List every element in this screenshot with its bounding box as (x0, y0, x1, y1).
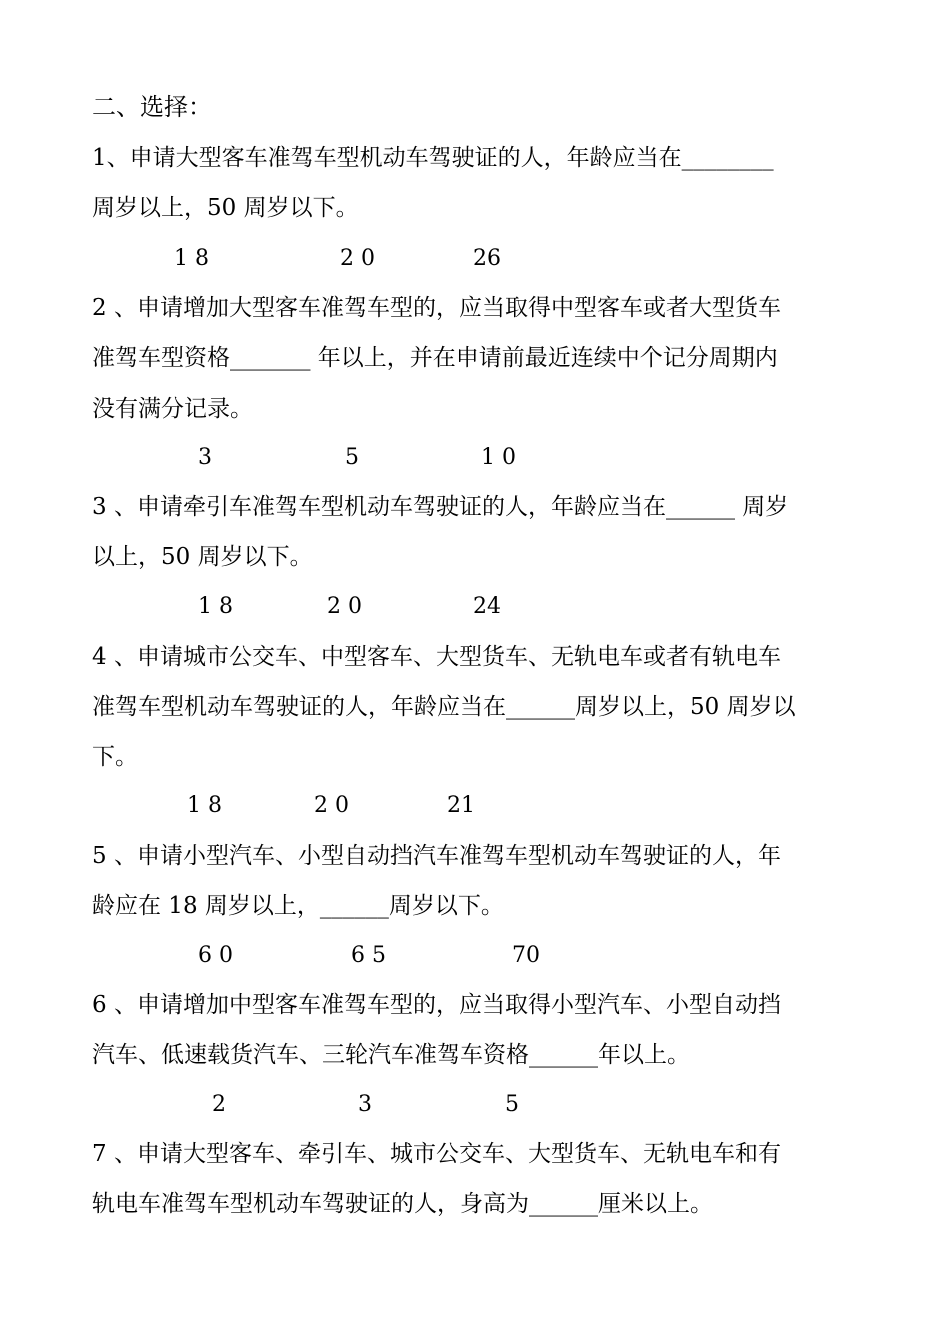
question-1-line-2: 周岁以上，50 周岁以下。 (92, 195, 359, 221)
question-2-line-2: 准驾车型资格_______ 年以上，并在申请前最近连续中个记分周期内 (92, 345, 778, 371)
question-2-option-b: 5 (345, 445, 359, 470)
question-4-option-a: 1 8 (187, 793, 222, 818)
question-4-line-1: 4 、申请城市公交车、中型客车、大型货车、无轨电车或者有轨电车 (92, 644, 781, 670)
question-6-option-c: 5 (505, 1092, 519, 1117)
question-4-line-2: 准驾车型机动车驾驶证的人，年龄应当在______周岁以上，50 周岁以 (92, 694, 796, 720)
question-4-option-c: 21 (447, 793, 475, 818)
question-3-option-c: 24 (473, 594, 501, 619)
question-6-line-2: 汽车、低速载货汽车、三轮汽车准驾车资格______年以上。 (92, 1042, 690, 1068)
question-2-option-c: 1 0 (481, 445, 516, 470)
question-4-option-b: 2 0 (314, 793, 349, 818)
question-1-line-1: 1、申请大型客车准驾车型机动车驾驶证的人，年龄应当在________ (92, 145, 774, 171)
question-5-line-1: 5 、申请小型汽车、小型自动挡汽车准驾车型机动车驾驶证的人，年 (92, 843, 781, 869)
question-1-option-a: 1 8 (174, 246, 209, 271)
question-6-option-b: 3 (358, 1092, 372, 1117)
question-3-option-b: 2 0 (327, 594, 362, 619)
question-5-option-a: 6 0 (198, 943, 233, 968)
question-6-line-1: 6 、申请增加中型客车准驾车型的，应当取得小型汽车、小型自动挡 (92, 992, 781, 1018)
question-2-option-a: 3 (198, 445, 212, 470)
question-1-option-b: 2 0 (340, 246, 375, 271)
question-6-option-a: 2 (212, 1092, 226, 1117)
question-1-option-c: 26 (473, 246, 501, 271)
question-3-line-1: 3 、申请牵引车准驾车型机动车驾驶证的人，年龄应当在______ 周岁 (92, 494, 789, 520)
question-3-line-2: 以上，50 周岁以下。 (92, 544, 313, 570)
question-7-line-1: 7 、申请大型客车、牵引车、城市公交车、大型货车、无轨电车和有 (92, 1141, 781, 1167)
question-2-line-1: 2 、申请增加大型客车准驾车型的，应当取得中型客车或者大型货车 (92, 295, 781, 321)
question-5-option-c: 70 (512, 943, 540, 968)
question-5-line-2: 龄应在 18 周岁以上，______周岁以下。 (92, 893, 504, 919)
question-5-option-b: 6 5 (351, 943, 386, 968)
question-2-line-3: 没有满分记录。 (92, 396, 253, 422)
question-3-option-a: 1 8 (198, 594, 233, 619)
question-4-line-3: 下。 (92, 744, 138, 770)
section-title: 二、选择： (92, 93, 212, 121)
question-7-line-2: 轨电车准驾车型机动车驾驶证的人，身高为______厘米以上。 (92, 1191, 713, 1217)
